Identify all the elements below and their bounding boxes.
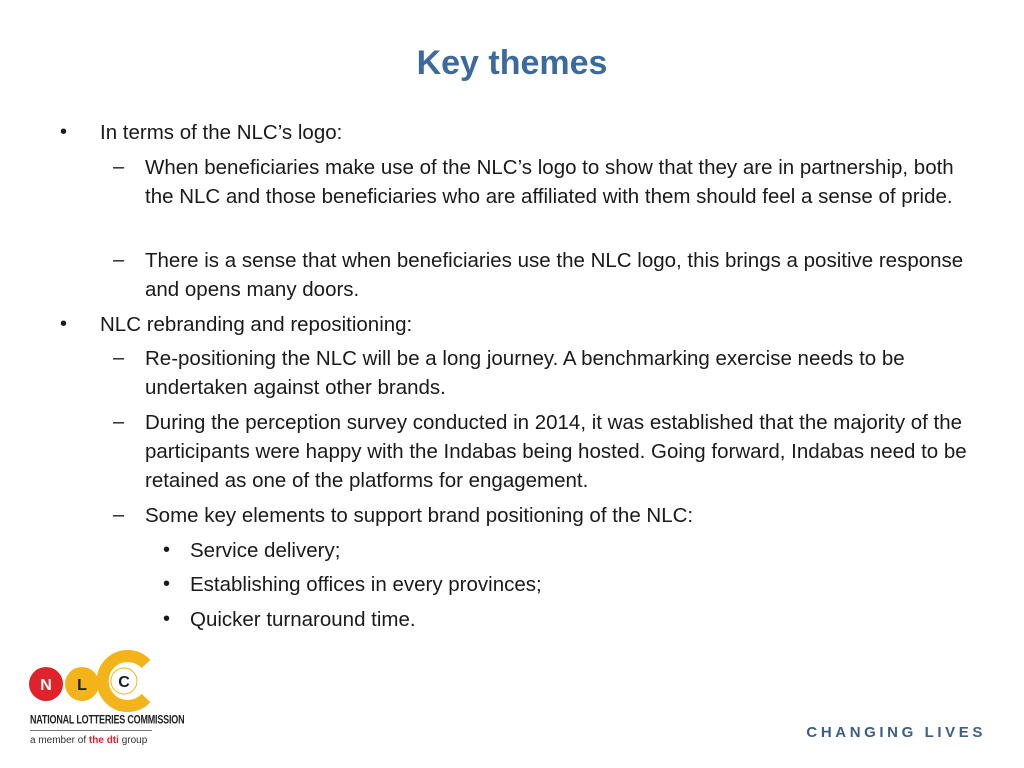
dash-marker: – xyxy=(113,249,125,271)
bullet-marker: • xyxy=(60,121,68,143)
logo-letter-n: N xyxy=(40,677,52,694)
list-item: Establishing offices in every provinces; xyxy=(190,573,542,596)
member-brand: the dti xyxy=(88,735,119,746)
sub-bullet-key-elements: Some key elements to support brand positioning of the NLC: xyxy=(145,504,694,527)
sub-bullet-repositioning: Re-positioning the NLC will be a long journey. A benchmarking exercise needs to be undertaken against other brands. xyxy=(145,347,905,399)
member-suffix: group xyxy=(121,735,148,746)
sub-bullet-positive-response: There is a sense that when beneficiaries use the NLC logo, this brings a positive response and opens many doors. xyxy=(145,249,964,301)
slide-title: Key themes xyxy=(416,44,608,82)
logo-divider xyxy=(30,730,152,731)
bullet-marker: • xyxy=(163,573,171,595)
bullet-rebranding: NLC rebranding and repositioning: xyxy=(100,313,413,336)
logo-letter-l: L xyxy=(77,677,87,694)
bullet-nlc-logo: In terms of the NLC’s logo: xyxy=(100,121,343,144)
list-item: Quicker turnaround time. xyxy=(190,608,416,631)
sub-bullet-pride: When beneficiaries make use of the NLC’s logo to show that they are in partnership, both the NLC and those beneficiaries who are affiliated with them should feel a sense of pride. xyxy=(145,156,954,208)
tagline: CHANGING LIVES xyxy=(806,724,986,741)
logo-letter-c: C xyxy=(118,674,130,691)
list-item: Service delivery; xyxy=(190,539,341,562)
sub-bullet-perception-survey: During the perception survey conducted in 2014, it was established that the majority of the participants were happy with the Indabas being hosted. Going forward, Indabas need to be retained as one of the platforms for engagement. xyxy=(145,411,967,492)
dash-marker: – xyxy=(113,411,125,433)
bullet-marker: • xyxy=(60,313,68,335)
bullet-marker: • xyxy=(163,539,171,561)
logo-name: NATIONAL LOTTERIES COMMISSION xyxy=(30,713,185,726)
dash-marker: – xyxy=(113,347,125,369)
member-prefix: a member of xyxy=(30,735,87,746)
dash-marker: – xyxy=(113,156,125,178)
dash-marker: – xyxy=(113,504,125,526)
bullet-marker: • xyxy=(163,608,171,630)
logo-member-line xyxy=(30,735,147,746)
